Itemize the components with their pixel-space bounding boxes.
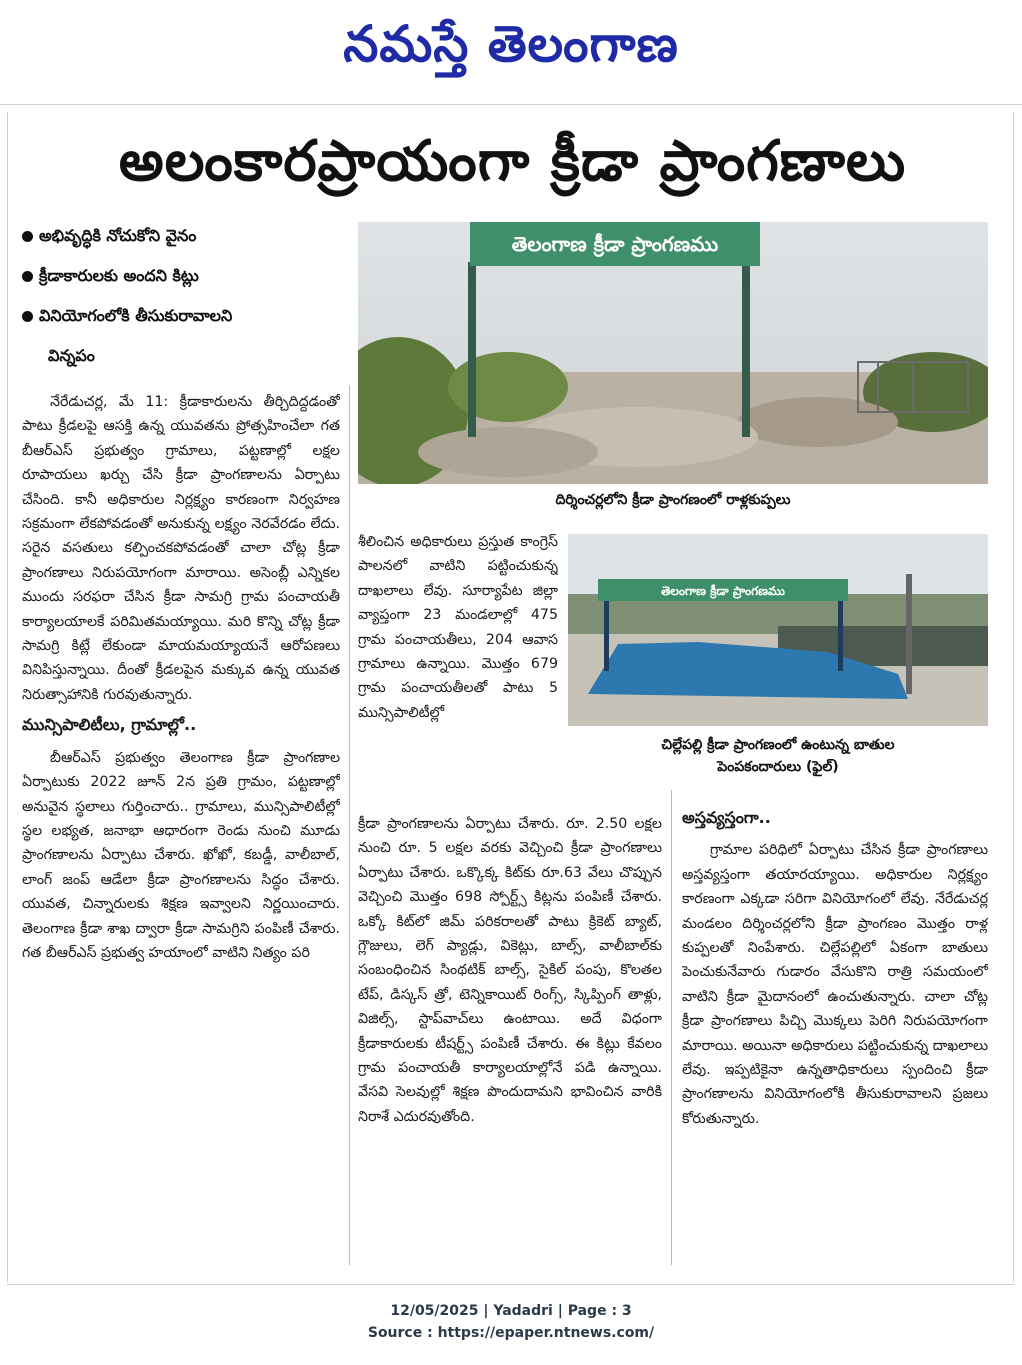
article-column-1 [22,390,340,1260]
masthead [0,0,1022,100]
article-paragraph: క్రీడా ప్రాంగణాలను ఏర్పాటు చేశారు. రూ. 2.50 లక్షల నుంచి రూ. 5 లక్షల వరకు వెచ్చించి క్రీడా ప్రాంగణాలు ఏర్పాటు చేశారు. ఒక్కొక్క కిట్‌కు రూ.63 వేలు చొప్పున వెచ్చించి మొత్తం 698 స్పోర్ట్స్ కిట్లను పంపిణీ చేశారు. ఒక్కో కిట్‌లో జిమ్ పరికరాలతో పాటు క్రికెట్ బ్యాట్, గ్లౌజులు, లెగ్ ప్యాడ్లు, వికెట్లు, బాల్స్, వాలీబాల్‌కు సంబంధించిన సింథటిక్ బాల్స్, సైకిల్ పంపు, కొలతల టేప్, డిస్కస్ త్రో, టెన్నికాయిట్ రింగ్స్, స్కిప్పింగ్ తాళ్లు, విజిల్స్, స్టాప్‌వాచ్‌లు ఉంటాయి. అదే విధంగా క్రీడాకారులకు టీషర్ట్స్ పంపిణీ చేశారు. ఈ కిట్లు కేవలం గ్రామ పంచాయతీ కార్యాలయాల్లోనే పడి ఉన్నాయి. వేసవి సెలవుల్లో శిక్షణ పొందుదామని భావించిన వారికి నిరాశే ఎదురవుతోంది. [358,816,662,1125]
photo2-caption-line1: చిల్లేపల్లి క్రీడా ప్రాంగణంలో ఉంటున్న బాతుల [661,737,895,753]
bottom-rule [7,1284,1014,1285]
photo2-caption [568,734,988,778]
column-separator [349,385,350,1265]
footer [0,1300,1022,1344]
article-paragraph: గ్రామాల పరిధిలో ఏర్పాటు చేసిన క్రీడా ప్రాంగణాలు అస్తవ్యస్తంగా తయారయ్యాయి. అధికారుల నిర్లక్ష్యం కారణంగా ఎక్కడా సరిగా వినియోగంలో లేవు. నేరేడుచర్ల మండలం దిర్శించర్లలోని క్రీడా ప్రాంగణం మొత్తం రాళ్ల కుప్పలతో నింపేశారు. చిల్లేపల్లిలో ఏకంగా బాతులు పెంచుకునేవారు గుడారం వేసుకొని రాత్రి సమయంలో వాటిని క్రీడా మైదానంలో ఉంచుతున్నారు. చాలా చోట్ల క్రీడా ప్రాంగణాలు పిచ్చి మొక్కలు పెరిగి నిరుపయోగంగా మారాయి. అయినా అధికారులు పట్టించుకున్న దాఖలాలు లేవు. ఇప్పటికైనా ఉన్నతాధికారులు స్పందించి క్రీడా ప్రాంగణాలను వినియోగంలోకి తీసుకురావాలని ప్రజలు కోరుతున్నారు. [682,842,988,1127]
article-column-3 [682,800,988,1262]
bullet-icon [22,311,33,322]
photo2-caption-line2: పెంపకందారులు (ఫైల్) [717,759,839,775]
column-separator [671,790,672,1265]
article-column-2 [358,812,662,1262]
section-subheading: అస్తవ్యస్తంగా.. [682,808,771,827]
photo-stadium-rubble [358,222,988,484]
photo-duck-tent-image [568,534,988,726]
article-column-2-top [358,530,558,810]
article-paragraph: శీలించిన అధికారులు ప్రస్తుత కాంగ్రెస్ పాలనలో వాటిని పట్టించుకున్న దాఖలాలు లేవు. సూర్యాపేట జిల్లా వ్యాప్తంగా 23 మండలాల్లో 475 గ్రామ పంచాయతీలు, 204 ఆవాస గ్రామాలు ఉన్నాయి. మొత్తం 679 గ్రామ పంచాయతీలతో పాటు 5 మున్సిపాలిటీల్లో [358,534,558,721]
section-subheading: మున్సిపాలిటీలు, గ్రామాల్లో.. [22,715,197,735]
photo-stadium-rubble-image [358,222,988,484]
photo-duck-tent [568,534,988,726]
masthead-rule [0,104,1022,105]
footer-date-page: 12/05/2025 | Yadadri | Page : 3 [390,1303,632,1319]
photo1-caption: దిర్శించర్లలోని క్రీడా ప్రాంగణంలో రాళ్లకుప్పలు [555,492,791,508]
footer-source: Source : https://epaper.ntnews.com/ [367,1325,655,1341]
subheadline-bullets [22,216,342,376]
bullet-item: క్రీడాకారులకు అందని కిట్లు [22,256,342,296]
headline: అలంకారప్రాయంగా క్రీడా ప్రాంగణాలు [118,129,907,194]
left-border [7,112,8,1282]
bullet-item-continued: విన్నపం [48,346,95,365]
newspaper-title: నమస్తే తెలంగాణ [343,14,679,73]
article-paragraph: బీఆర్ఎస్ ప్రభుత్వం తెలంగాణ క్రీడా ప్రాంగణాల ఏర్పాటుకు 2022 జూన్ 2న ప్రతి గ్రామం, పట్టణాల్లో అనువైన స్థలాలు గుర్తించారు.. గ్రామాలు, మున్సిపాలిటీల్లో స్థల లభ్యత, జనాభా ఆధారంగా రెండు నుంచి మూడు ప్రాంగణాలను ఏర్పాటు చేశారు. ఖోఖో, కబడ్డీ, వాలీబాల్, లాంగ్ జంప్ ఆడేలా క్రీడా ప్రాంగణాలను సిద్ధం చేశారు. యువత, చిన్నారులకు శిక్షణ ఇవ్వాలని నిర్ణయించారు. తెలంగాణ క్రీడా శాఖ ద్వారా క్రీడా సామగ్రిని పంపిణీ చేశారు. గత బీఆర్ఎస్ ప్రభుత్వ హయాంలో వాటిని నిత్యం పరి [22,749,340,961]
bullet-item: వినియోగంలోకి తీసుకురావాలని [22,296,342,336]
bullet-item: అభివృద్ధికి నోచుకోని వైనం [22,216,342,256]
sign-text: తెలంగాణ క్రీడా ప్రాంగణము [511,232,719,256]
bullet-icon [22,271,33,282]
article-paragraph: నేరేడుచర్ల, మే 11: క్రీడాకారులను తీర్చిదిద్దడంతో పాటు క్రీడలపై ఆసక్తి ఉన్న యువతను ప్రోత్సహించేలా గత బీఆర్ఎస్ ప్రభుత్వం గ్రామాలు, పట్టణాల్లో లక్షల రూపాయలు ఖర్చు చేసి క్రీడా ప్రాంగణాలను ఏర్పాటు చేసింది. కానీ అధికారుల నిర్లక్ష్యం కారణంగా నిర్వహణ సక్రమంగా లేకపోవడంతో అనుకున్న లక్ష్యం నెరవేరడం లేదు. సరైన వసతులు కల్పించకపోవడంతో చాలా చోట్ల క్రీడా ప్రాంగణాలు నిరుపయోగంగా మారాయి. అసెంబ్లీ ఎన్నికల ముందు సరఫరా చేసిన క్రీడా సామగ్రి గ్రామ పంచాయతీ కార్యాలయాలకే పరిమితమయ్యాయి. మరి కొన్ని చోట్ల క్రీడా సామగ్రి కిట్లే లేకుండా మాయమయ్యాయనే ఆరోపణలు వినిపిస్తున్నాయి. దీంతో క్రీడలపైన మక్కువ ఉన్న యువత నిరుత్సాహానికి గురవుతున్నారు. [22,394,340,703]
right-border [1013,112,1014,1282]
sign-text: తెలంగాణ క్రీడా ప్రాంగణము [661,584,785,598]
bullet-icon [22,231,33,242]
